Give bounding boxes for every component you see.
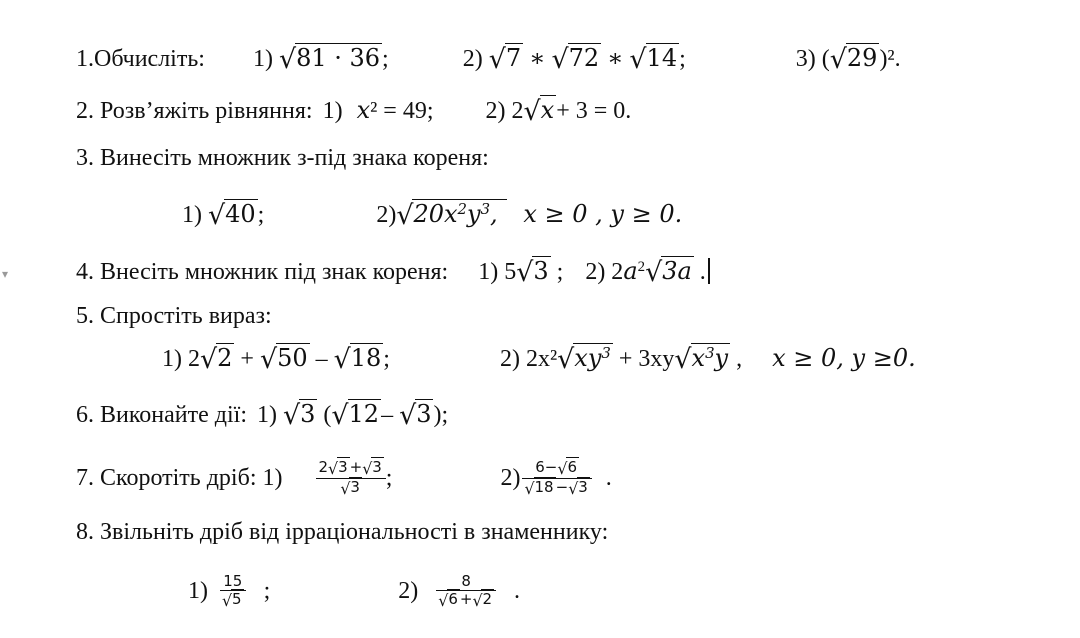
task-5-parts: 1) 2√2 + √50 – √18; 2) $2x^2√xy^3 + 3xy√x^3y$ , x ≥ 0, y ≥0. — [162, 343, 916, 375]
task-1-part-2-label: 2) — [462, 46, 483, 72]
task-1-title: 1.Обчисліть: — [76, 46, 205, 72]
sqrt-x3y: $√x^3y$ — [674, 343, 729, 375]
sqrt-3: √3 — [516, 257, 549, 288]
task-8-parts: 1) $\frac{15}{√5}$ ; 2) $\frac{8}{√6 +√2}$ . — [188, 571, 521, 610]
text-cursor — [708, 258, 710, 284]
task-8-title: 8. Звільніть дріб від ірраціональності в знаменнику: — [76, 519, 609, 545]
task-7-title: 7. Скоротіть дріб: 1) — [76, 465, 283, 491]
fraction-8-1: $\frac{15}{√5}$ — [220, 574, 246, 609]
task-3-parts: 1) √40; $2)√20x^2y^3$, x ≥ 0 , y ≥ 0. — [182, 199, 683, 231]
task-1: 1.Обчисліть: 1) √81 · 36; 2) √7 ∗ √72 ∗ √14; 3) (√29)². — [76, 44, 901, 75]
sqrt-12: √12 — [331, 400, 380, 431]
task-2-title: 2. Розв’яжіть рівняння: — [76, 98, 313, 124]
sqrt-81-36: √81 · 36 — [278, 44, 381, 75]
task-5-title: 5. Спростіть вираз: — [76, 303, 272, 329]
fraction-7-1: $\frac{2√3 +√3}{√3}$ — [316, 460, 385, 497]
sqrt-7: √7 — [488, 44, 522, 75]
sqrt-2: √2 — [200, 344, 233, 375]
margin-collapse-marker[interactable]: ▾ — [2, 267, 9, 281]
task-3-title: 3. Винесіть множник з-під знака кореня: — [76, 145, 489, 171]
sqrt-50: √50 — [259, 344, 308, 375]
sqrt-40: √40 — [208, 200, 256, 231]
fraction-8-2: $\frac{8}{√6 +√2}$ — [436, 574, 496, 609]
task-2: 2. Розв’яжіть рівняння: 1) x² = 49; 2) 2√x+ 3 = 0. — [76, 96, 632, 127]
sqrt-72: √72 — [551, 44, 600, 75]
task-7: 7. Скоротіть дріб: 1) $\frac{2√3 +√3}{√3}$ ; 2) $\frac{6-√6}{√18 -√3}$ . — [76, 457, 612, 498]
sqrt-29: √29 — [829, 44, 878, 75]
sqrt-3-b: √3 — [399, 400, 432, 431]
task-4: 4. Внесіть множник під знак кореня: 1) 5√3 ; 2) $2a^2√3a$ . — [76, 258, 710, 287]
fraction-7-2: $\frac{6-√6}{√18 -√3}$ — [522, 460, 591, 497]
sqrt-14: √14 — [629, 44, 678, 75]
task-1-part-1-label: 1) — [252, 46, 273, 72]
sqrt-20x2y3: $√20x^2y^3$, — [396, 202, 507, 230]
task-6-title: 6. Виконайте дії: — [76, 402, 247, 428]
task-6: 6. Виконайте дії: 1) √3 (√12– √3); — [76, 400, 449, 431]
task-4-title: 4. Внесіть множник під знак кореня: — [76, 259, 449, 285]
task-1-part-3-label: 3) — [795, 46, 816, 72]
sqrt-x: √x — [523, 96, 555, 127]
sqrt-3-a: √3 — [283, 400, 316, 431]
sqrt-xy3: $√xy^3$ — [557, 343, 611, 375]
sqrt-3a: √3a — [645, 257, 692, 288]
sqrt-18: √18 — [333, 344, 382, 375]
